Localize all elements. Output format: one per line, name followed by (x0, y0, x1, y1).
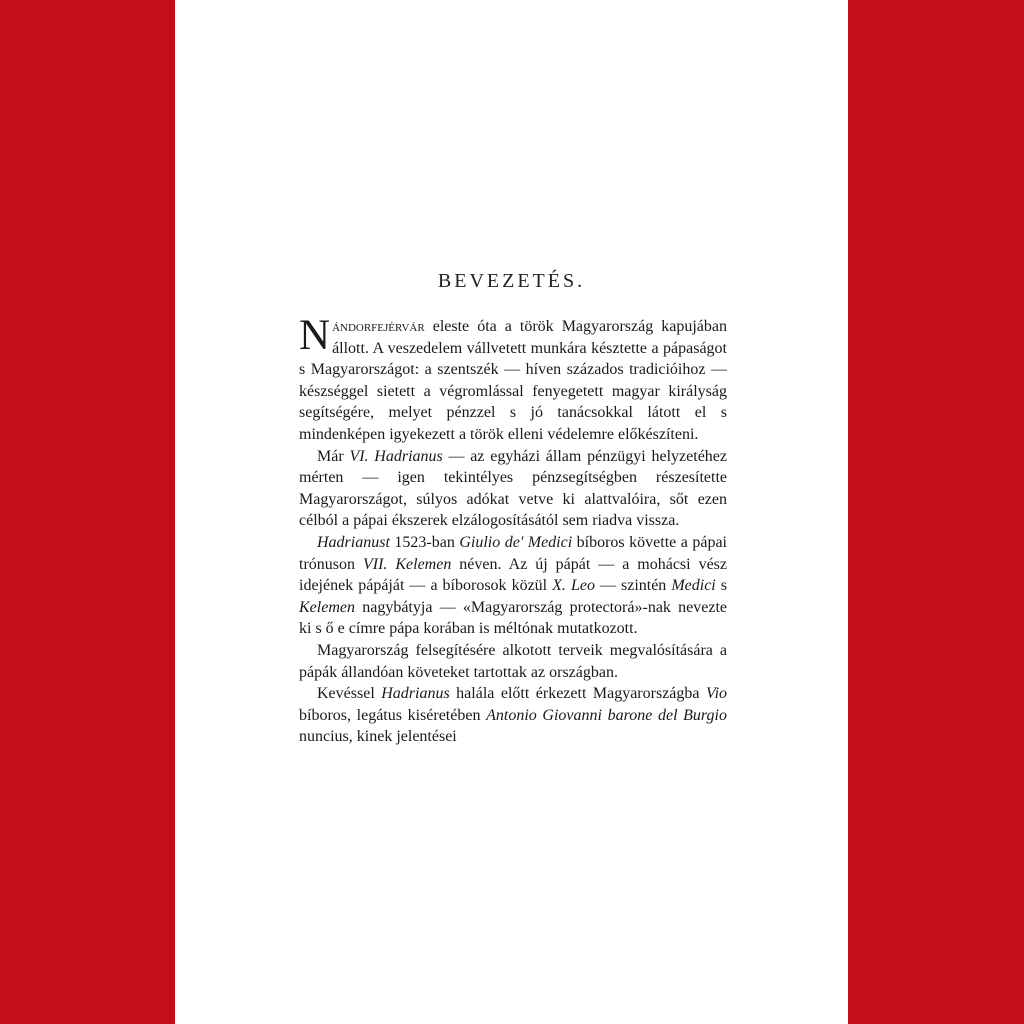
italic-text: Antonio Giovanni barone del Burgio (486, 706, 727, 724)
book-page (175, 0, 848, 1024)
text-run: — szintén (594, 577, 672, 595)
text-run: Már (317, 447, 350, 465)
text-run: 1523-ban (389, 533, 460, 551)
paragraph (299, 312, 727, 446)
paragraph (299, 640, 727, 683)
text-run: Magyarország felsegítésére alkotott terveik megvalósítására a pápák állandóan követeket tartottak az országban. (299, 641, 727, 681)
text-run: eleste óta a török Magyarország kapujában állott. A veszedelem vállvetett munkára késztette a pápaságot s Magyarországot: a szentszék — híven százados tradicióihoz — készséggel sietett a végromlással fenyegetett magyar királyság segítségére, melyet pénzzel s jó tanácsokkal látott el s mindenképen igyekezett a török elleni védelemre előkészíteni. (299, 318, 727, 443)
body-text (299, 312, 728, 748)
italic-text: Kelemen (299, 598, 355, 616)
paragraph (299, 532, 727, 640)
italic-text: Vio (705, 685, 728, 703)
chapter-title: BEVEZETÉS. (437, 270, 586, 292)
text-run: nuncius, kinek jelentései (299, 728, 457, 746)
italic-text: Hadrianus (381, 685, 450, 703)
text-run: — az egyházi állam pénzügyi helyzetéhez mérten — igen tekintélyes pénzsegítségben részesítette Magyarországot, súlyos adókat vetve ki alattvalóira, sőt ezen célból a pápai ékszerek elzálogosításától sem riadva vissza. (299, 447, 728, 530)
text-run: néven. Az új pápát — a mohácsi vész idejének pápáját — a bíborosok közül (299, 555, 728, 595)
italic-text: Giulio de' Medici (459, 533, 573, 551)
italic-text: VI. Hadrianus (349, 447, 443, 465)
small-caps-text: ándorfejérvár (332, 318, 425, 335)
text-run: nagybátyja — «Magyarország protectorá»-nak nevezte ki s ő e címre pápa korában is méltónak mutatkozott. (299, 598, 727, 638)
text-run: halála előtt érkezett Magyarországba (449, 685, 706, 703)
italic-text: Hadrianust (317, 533, 390, 551)
drop-cap: N (299, 312, 331, 359)
paragraph (299, 446, 727, 532)
italic-text: VII. Kelemen (362, 555, 452, 573)
text-run: Kevéssel (317, 685, 382, 703)
text-run: bíboros követte a pápai trónuson (299, 533, 727, 573)
text-run: s (715, 577, 727, 595)
paragraph (299, 683, 727, 748)
text-run: bíboros, legátus kiséretében (299, 706, 487, 724)
italic-text: Medici (671, 577, 716, 595)
italic-text: X. Leo (552, 577, 595, 595)
